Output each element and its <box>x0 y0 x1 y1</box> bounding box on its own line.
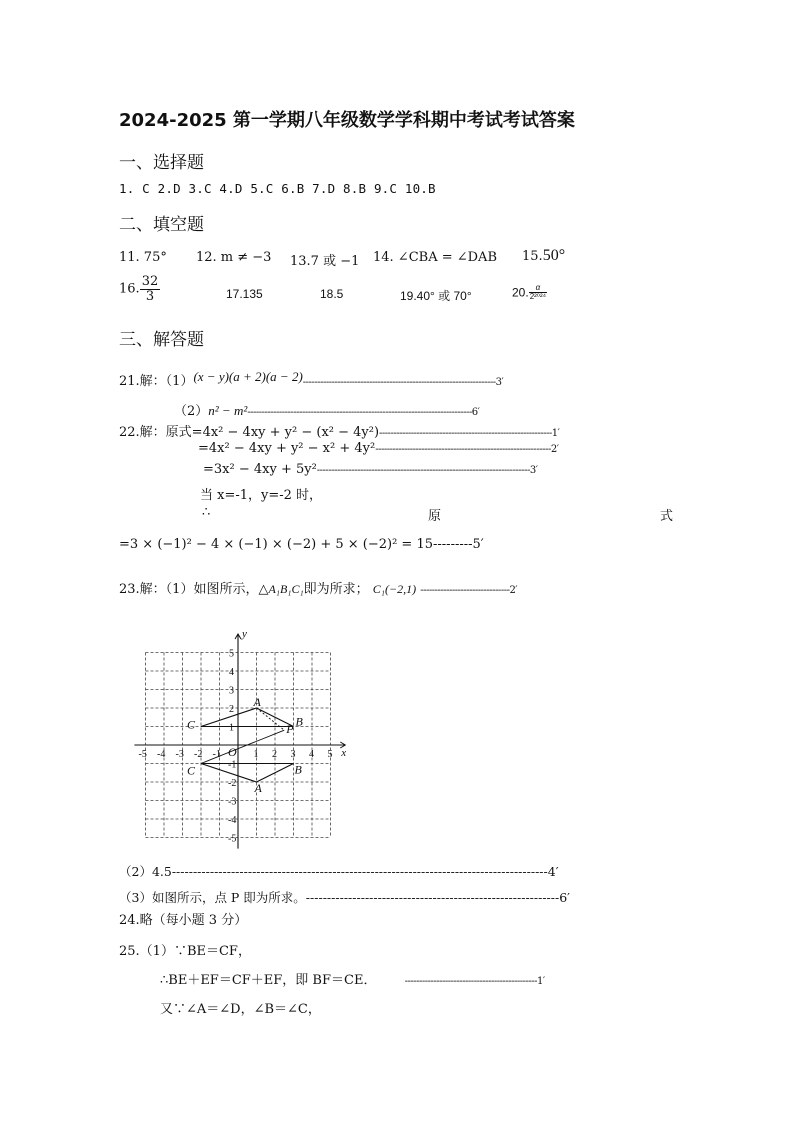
q23-part3: （3）如图所示，点 P 即为所求。------------------------------------------------------------6′ <box>119 890 571 905</box>
q23-part1-after: 即为所求； <box>303 582 369 597</box>
y-tick-label: 4 <box>229 667 234 678</box>
fill-q20-num: α <box>529 284 547 293</box>
x-tick-label: -2 <box>194 749 203 760</box>
x-axis-label: x <box>341 747 347 759</box>
choice-answers: 1. C 2.D 3.C 4.D 5.C 6.B 7.D 8.B 9.C 10.B <box>119 181 436 196</box>
q21-line2 <box>174 400 479 419</box>
section-fill: 二、填空题 <box>119 215 204 235</box>
section-solve: 三、解答题 <box>119 330 204 350</box>
q22-line3-dash: --------------------------------------------------------------------------3′ <box>316 465 538 476</box>
fill-q20-label: 20. <box>512 285 529 300</box>
q22-line4: 当 x=-1，y=-2 时， <box>200 488 323 503</box>
fill-q12: 12. m ≠ −3 <box>196 250 272 265</box>
fill-q15 <box>522 247 565 265</box>
q25-line2-dash: ----------------------------------------------1′ <box>404 976 545 987</box>
q21-label: 21.解：（1） <box>119 374 194 389</box>
q25-line2-text: ∴BE＋EF＝CF＋EF，即 BF＝CE． <box>160 973 377 988</box>
x-tick-label: 2 <box>272 749 277 760</box>
q22-line2-dash: -------------------------------------------------------------2′ <box>375 444 559 455</box>
x-tick-label: -5 <box>138 749 147 760</box>
q22-line1-dash: ------------------------------------------------------------1′ <box>379 428 560 439</box>
label-b1: B <box>294 762 302 777</box>
page-title: 2024-2025 第一学期八年级数学学科期中考试考试答案 <box>119 110 575 131</box>
x-tick-label: -3 <box>175 749 184 760</box>
x-tick-label: -4 <box>157 749 166 760</box>
q21-line1 <box>119 370 503 389</box>
q22-line2-expr: =4x² − 4xy + y² − x² + 4y² <box>198 441 376 456</box>
q22-line3-expr: =3x² − 4xy + 5y² <box>203 462 317 477</box>
fill-q17: 17.135 <box>226 287 263 301</box>
fill-q11: 11. 75° <box>119 250 167 265</box>
q22-line1-expr: 4x² − 4xy + y² − (x² − 4y²) <box>202 425 380 440</box>
q23-part1-text: 23.解：（1）如图所示，△ <box>119 582 269 597</box>
q22-label: 22.解：原式= <box>119 425 203 440</box>
fill-q18: 18.5 <box>320 287 344 301</box>
y-axis-label: y <box>242 628 247 640</box>
q21-dash1: -------------------------------------------------------------------3′ <box>302 377 504 388</box>
fill-q16 <box>119 275 160 303</box>
label-p: P <box>286 722 294 737</box>
triangle-a1b1c1 <box>201 764 294 783</box>
q23-part2: （2）4.5-----------------------------------------------------------------------------------------4′ <box>119 864 559 879</box>
y-tick-label: 1 <box>229 722 234 734</box>
q23-part1-dash: -------------------------------2′ <box>420 585 518 596</box>
fill-q20-den: 2²⁰²⁴ <box>529 292 547 301</box>
x-tick-label: 5 <box>327 749 333 760</box>
fill-q15-label: 15. <box>522 249 543 264</box>
fill-q19: 19.40° 或 70° <box>400 289 472 303</box>
q22-line1 <box>119 421 559 440</box>
fill-q13: 13.7 或 −1 <box>290 254 360 269</box>
section-choice: 一、选择题 <box>119 153 204 173</box>
x-tick-label: 3 <box>290 749 296 760</box>
q21-label2: （2） <box>174 404 209 419</box>
fill-q16-fraction <box>140 275 161 303</box>
fill-q16-num: 32 <box>141 274 159 289</box>
y-tick-label: 5 <box>229 648 234 660</box>
y-tick-label: 2 <box>229 704 234 715</box>
x-tick-label: 1 <box>253 749 259 760</box>
label-c1: C <box>187 763 196 778</box>
q24: 24.略（每小题 3 分） <box>119 913 248 928</box>
axes <box>134 634 345 849</box>
origin-label: O <box>228 745 237 759</box>
fill-q16-den: 3 <box>145 288 155 304</box>
q22-shi: 式 <box>660 509 674 524</box>
y-tick-label: -5 <box>228 833 237 845</box>
graph-labels <box>139 628 347 845</box>
q25-line3: 又∵∠A＝∠D，∠B＝∠C， <box>160 1002 321 1017</box>
q21-dash2: ------------------------------------------------------------------------------6′ <box>247 407 480 418</box>
q25-line1: 25.（1）∵BE＝CF， <box>119 944 251 959</box>
q25-line2 <box>160 969 545 988</box>
fill-q15-value: 50° <box>542 247 566 264</box>
x-tick-label: 4 <box>309 749 314 760</box>
y-tick-label: -3 <box>228 796 237 808</box>
y-tick-label: 3 <box>229 685 234 697</box>
q23-part1 <box>119 578 517 597</box>
q22-line3 <box>203 462 537 477</box>
fill-q20-fraction <box>529 284 547 301</box>
label-a: A <box>253 695 261 709</box>
q22-therefore: ∴ <box>202 505 211 520</box>
q22-orig: 原 <box>428 509 442 524</box>
coordinate-graph <box>115 612 355 852</box>
y-tick-label: -4 <box>228 815 237 826</box>
q22-line2 <box>198 441 558 456</box>
q21-expr2: n² − m² <box>208 403 248 418</box>
y-tick-label: -1 <box>228 759 237 771</box>
triangle-abc <box>201 708 294 727</box>
q23-part1-tri: A₁B₁C₁ <box>268 582 304 596</box>
y-tick-label: -2 <box>228 778 237 789</box>
q21-expr1: (x − y)(a + 2)(a − 2) <box>193 369 303 384</box>
fill-q14: 14. ∠CBA = ∠DAB <box>373 250 498 265</box>
q22-line5: =3 × (−1)² − 4 × (−1) × (−2) + 5 × (−2)² = 15---------5′ <box>119 537 484 552</box>
x-tick-label: -1 <box>212 749 221 760</box>
label-a1: A <box>254 781 262 795</box>
fill-q20 <box>512 284 547 301</box>
label-b: B <box>295 714 303 729</box>
q23-part1-coord: C₁(−2,1) <box>372 582 417 596</box>
fill-q16-label: 16. <box>119 281 140 297</box>
label-c: C <box>187 717 196 732</box>
